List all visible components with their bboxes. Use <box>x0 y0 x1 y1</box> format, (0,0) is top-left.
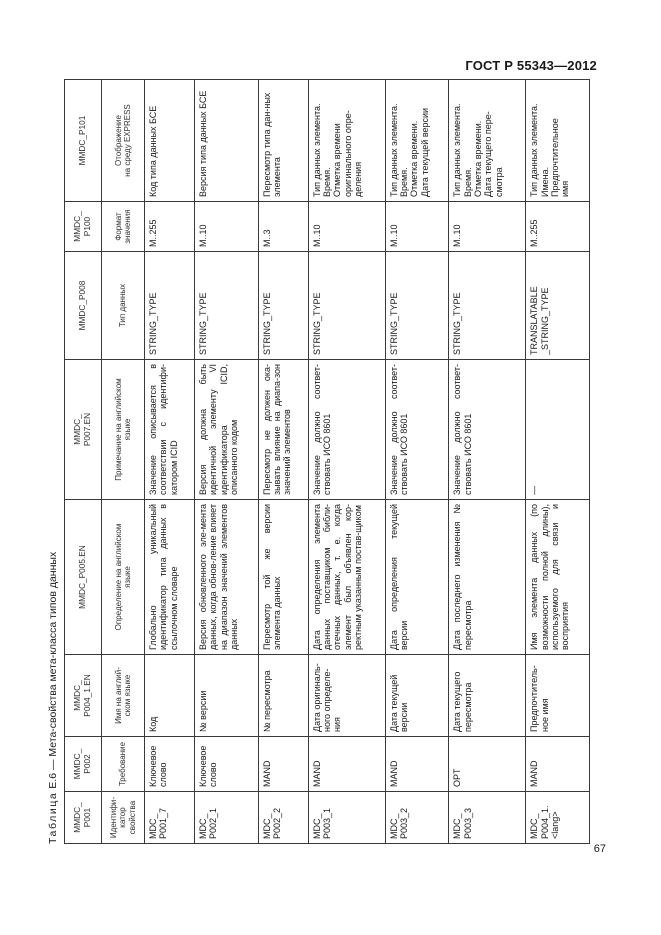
table-cell: Дата последнего изменения № пересмотра <box>449 500 526 655</box>
table-cell: Ключевое слово <box>194 737 258 792</box>
table-cell: Версия должна быть идентичной элементу VI идентификатора ICID, описанного кодом <box>194 360 258 500</box>
table-cell: STRING_TYPE <box>258 252 308 360</box>
table-cell: MDC_ P003_2 <box>385 792 449 844</box>
rotated-table-area <box>44 80 590 844</box>
name-header-cell: Тип данных <box>102 252 145 360</box>
table-row <box>526 80 590 844</box>
table-cell: M..10 <box>385 202 449 252</box>
table-row <box>145 80 195 844</box>
table-cell: M..255 <box>145 202 195 252</box>
table-cell: Значение должно соответ-ствовать ИСО 8601 <box>385 360 449 500</box>
code-header-row <box>65 80 102 844</box>
table-cell: M..3 <box>258 202 308 252</box>
table-cell: Дата текущего пересмотра <box>449 655 526 737</box>
table-cell: MDC_ P002_1 <box>194 792 258 844</box>
standard-code: ГОСТ Р 55343—2012 <box>465 58 597 73</box>
table-cell: Значение описывается в соответствии с идентифи-катором ICID <box>145 360 195 500</box>
table-cell: Пересмотр типа дан-ных элемента <box>258 80 308 202</box>
name-header-cell: Примечание на английском языке <box>102 360 145 500</box>
code-header-cell: MMDC_ P001 <box>65 792 102 844</box>
table-cell: Код <box>145 655 195 737</box>
table-caption-label: Таблица <box>47 791 59 844</box>
table-body <box>145 80 590 844</box>
name-header-cell: Имя на англий- ском языке <box>102 655 145 737</box>
table-cell: Дата текущей версии <box>385 655 449 737</box>
table-cell: MDC_ P003_1 <box>308 792 385 844</box>
table-cell: STRING_TYPE <box>308 252 385 360</box>
table-row <box>385 80 449 844</box>
name-header-cell: Формат значения <box>102 202 145 252</box>
name-header-row <box>102 80 145 844</box>
table-cell: MAND <box>385 737 449 792</box>
code-header-cell: MMDC_ P004_1.EN <box>65 655 102 737</box>
table-cell: STRING_TYPE <box>385 252 449 360</box>
table-cell: MAND <box>308 737 385 792</box>
table-cell: M..10 <box>308 202 385 252</box>
table-cell: Глобально уникальный идентификатор типа данных в ссылочном словаре <box>145 500 195 655</box>
table-cell: Пересмотр не должен ока-зывать влияние на диапа-зон значений элементов <box>258 360 308 500</box>
table-caption-text: Е.6 — Мета-свойства мета-класса типов данных <box>47 551 59 789</box>
table-row <box>194 80 258 844</box>
table-cell: Тип данных элемента. Время. Отметка времени оригинального опре-деления <box>308 80 385 202</box>
table-cell: Значение должно соответ-ствовать ИСО 8601 <box>308 360 385 500</box>
table-cell: Дата определения текущей версии <box>385 500 449 655</box>
table-row <box>258 80 308 844</box>
table-cell: Тип данных элемента. Время. Отметка времени. Дата текущего пере-смотра <box>449 80 526 202</box>
table-cell: MDC_ P003_3 <box>449 792 526 844</box>
table-cell: MDC_ P001_7 <box>145 792 195 844</box>
table-cell: Ключевое слово <box>145 737 195 792</box>
table-cell: Тип данных элемента. Время. Отметка времени. Дата текущей версии <box>385 80 449 202</box>
table-cell: STRING_TYPE <box>449 252 526 360</box>
table-cell: Версия обновленного эле-мента данных, когда обнов-ление влияет на диапазон значений элементов данных <box>194 500 258 655</box>
table-cell: MAND <box>258 737 308 792</box>
table-cell: STRING_TYPE <box>194 252 258 360</box>
table-cell: Версия типа данных БСЕ <box>194 80 258 202</box>
meta-properties-table <box>64 79 590 844</box>
table-cell: STRING_TYPE <box>145 252 195 360</box>
table-cell: Дата оригиналь-ного определе-ния <box>308 655 385 737</box>
page-number: 67 <box>593 843 606 855</box>
table-caption <box>47 552 59 844</box>
code-header-cell: MMDC_ P007.EN <box>65 360 102 500</box>
table-cell: M..10 <box>194 202 258 252</box>
name-header-cell: Определение на английском языке <box>102 500 145 655</box>
table-cell: MDC_ P002_2 <box>258 792 308 844</box>
name-header-cell: Отображение на среду EXPRESS <box>102 80 145 202</box>
table-cell: Предпочтитель-ное имя <box>526 655 590 737</box>
table-cell: № пересмотра <box>258 655 308 737</box>
table-cell: Имя элемента данных (по возможности полной длины), используемого для связи и восприятия <box>526 500 590 655</box>
name-header-cell: Требование <box>102 737 145 792</box>
code-header-cell: MMDC_P008 <box>65 252 102 360</box>
table-cell: OPT <box>449 737 526 792</box>
code-header-cell: MMDC_ P002 <box>65 737 102 792</box>
table-cell: Тип данных элемента. Имена. Предпочтительное имя <box>526 80 590 202</box>
table-cell: Код типа данных БСЕ <box>145 80 195 202</box>
table-cell: M..10 <box>449 202 526 252</box>
table-cell: Дата определения элемента данных поставщиком библи-отечных данных, т. е. когда элемент был объявлен кор-ректным указанным постав-щиком <box>308 500 385 655</box>
table-cell: Значение должно соответ-ствовать ИСО 8601 <box>449 360 526 500</box>
table-cell: Пересмотр той же версии элемента данных <box>258 500 308 655</box>
table-row <box>449 80 526 844</box>
table-cell: № версии <box>194 655 258 737</box>
table-cell: TRANSLATABLE _STRING_TYPE <box>526 252 590 360</box>
table-cell: — <box>526 360 590 500</box>
code-header-cell: MMDC_P101 <box>65 80 102 202</box>
name-header-cell: Идентифи- катор свойства <box>102 792 145 844</box>
table-cell: MAND <box>526 737 590 792</box>
table-row <box>308 80 385 844</box>
code-header-cell: MMDC_ P100 <box>65 202 102 252</box>
table-cell: MDC_ P004_1. <lang> <box>526 792 590 844</box>
table-cell: M..255 <box>526 202 590 252</box>
code-header-cell: MMDC_P005.EN <box>65 500 102 655</box>
